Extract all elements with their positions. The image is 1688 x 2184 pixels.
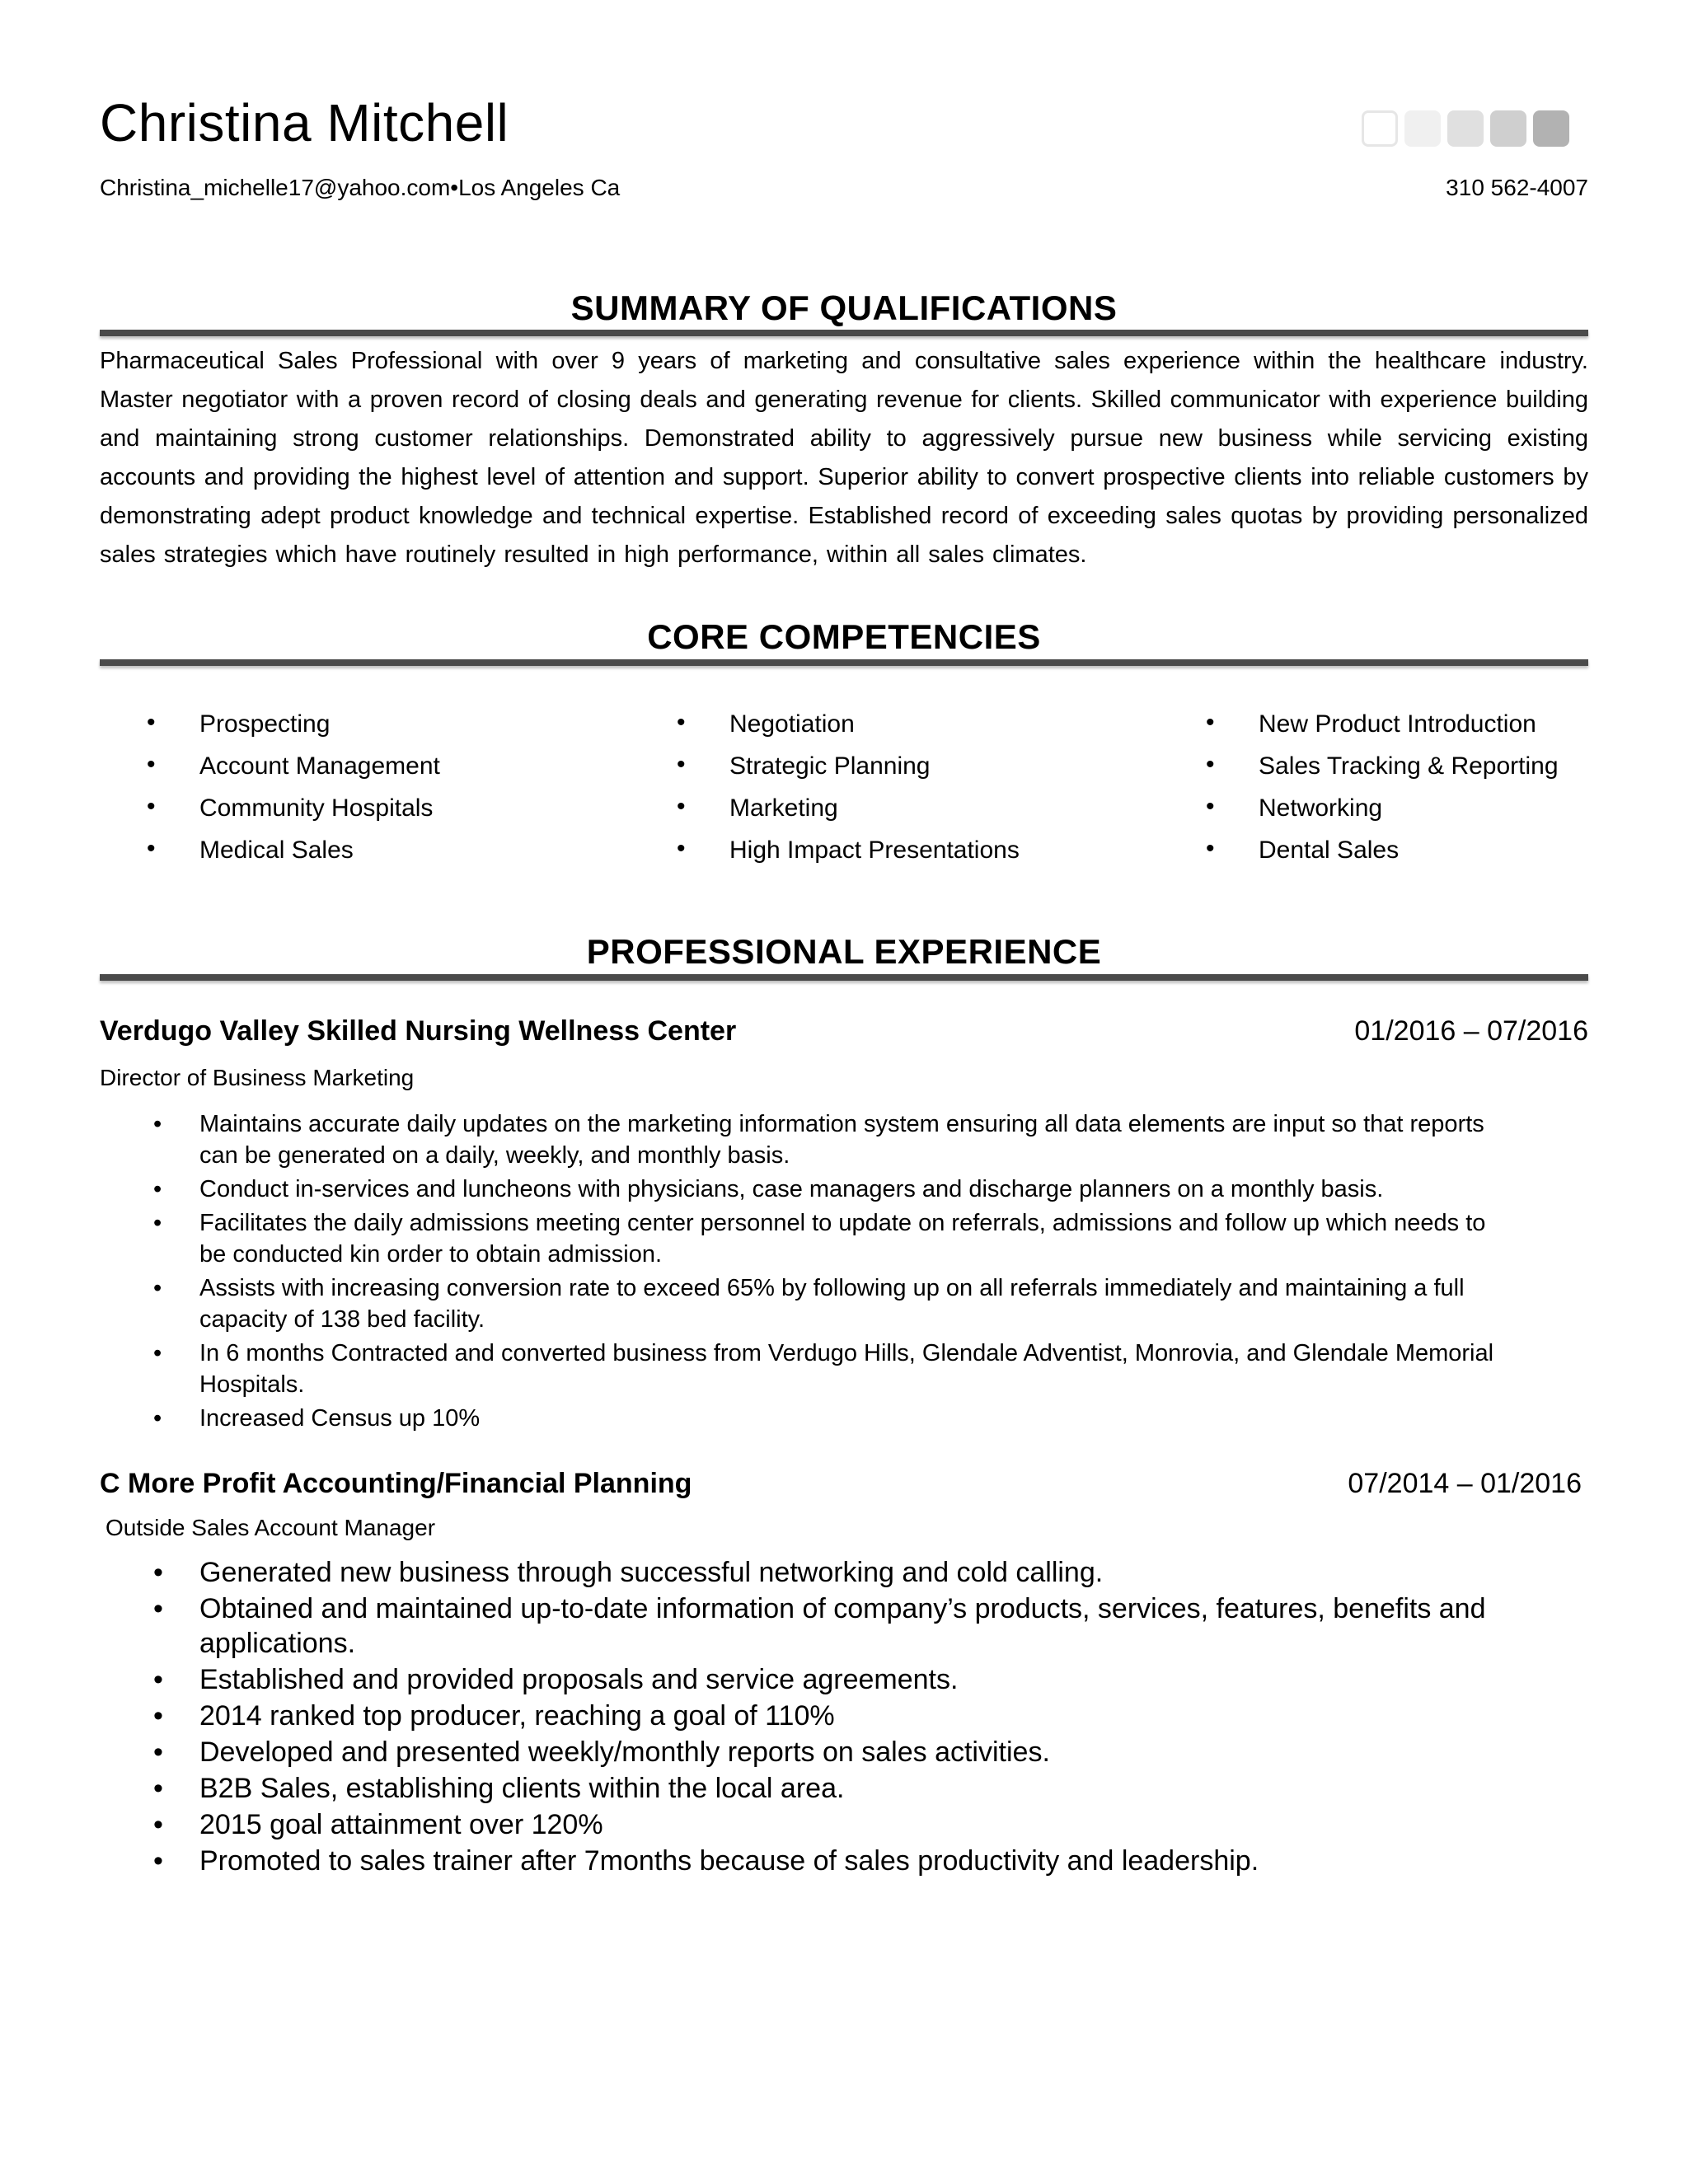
competency-item: • Prospecting (100, 710, 440, 752)
duty-item: • Facilitates the daily admissions meeting center personnel to update on referrals, admissions and follow up which needs to be conducted kin order to obtain admission. (100, 1207, 1501, 1270)
competency-item: • New Product Introduction (1159, 710, 1559, 752)
decor-square (1533, 110, 1569, 147)
job-role: Outside Sales Account Manager (106, 1515, 436, 1540)
competencies-heading: CORE COMPETENCIES (647, 617, 1041, 656)
competency-item: • Marketing (630, 794, 1020, 837)
competency-item: • High Impact Presentations (630, 837, 1020, 879)
duty-item: • Established and provided proposals and service agreements. (100, 1662, 1501, 1697)
job-role: Director of Business Marketing (100, 1065, 415, 1090)
duty-item: • Conduct in-services and luncheons with physicians, case managers and discharge planners on a monthly basis. (100, 1174, 1501, 1205)
duty-item: • Generated new business through successful networking and cold calling. (100, 1555, 1501, 1590)
competency-column (630, 710, 1020, 879)
job-dates: 01/2016 – 07/2016 (1354, 1015, 1588, 1047)
decor-square (1490, 110, 1526, 147)
section-divider (100, 330, 1588, 336)
section-divider (100, 974, 1588, 981)
competency-item: • Networking (1159, 794, 1559, 837)
decor-square (1362, 110, 1398, 147)
decorative-squares (1362, 110, 1569, 147)
duty-item: • Maintains accurate daily updates on the marketing information system ensuring all data elements are input so that reports can be generated on a daily, weekly, and monthly basis. (100, 1108, 1501, 1171)
summary-text: Pharmaceutical Sales Professional with over 9 years of marketing and consultative sales experience within the healthcare industry. Master negotiator with a proven record of closing deals and generating revenue for clients. Skilled communicator with experience building and maintaining strong customer relationships. Demonstrated ability to aggressively pursue new business while servicing existing accounts and providing the highest level of attention and support. Superior ability to convert prospective clients into reliable customers by demonstrating adept product knowledge and technical expertise. Established record of exceeding sales quotas by providing personalized sales strategies which have routinely resulted in high performance, within all sales climates. (100, 348, 1588, 568)
decor-square (1447, 110, 1484, 147)
duty-item: • Assists with increasing conversion rate to exceed 65% by following up on all referrals immediately and maintaining a full capacity of 138 bed facility. (100, 1272, 1501, 1335)
contact-line: Christina_michelle17@yahoo.com•Los Angeles Ca (100, 175, 621, 200)
competency-item: • Dental Sales (1159, 837, 1559, 879)
competency-item: • Community Hospitals (100, 794, 440, 837)
job-dates: 07/2014 – 01/2016 (1348, 1468, 1582, 1499)
job-company: Verdugo Valley Skilled Nursing Wellness Center (100, 1015, 737, 1047)
duty-item: • Promoted to sales trainer after 7months because of sales productivity and leadership. (100, 1844, 1501, 1878)
job-duties (100, 1108, 1501, 1436)
job-company: C More Profit Accounting/Financial Planning (100, 1468, 692, 1499)
duty-item: • 2015 goal attainment over 120% (100, 1807, 1501, 1842)
duty-item: • Developed and presented weekly/monthly reports on sales activities. (100, 1735, 1501, 1769)
competency-column (100, 710, 440, 879)
summary-heading: SUMMARY OF QUALIFICATIONS (570, 288, 1118, 327)
duty-item: • In 6 months Contracted and converted business from Verdugo Hills, Glendale Adventist, Monrovia, and Glendale Memorial Hospitals. (100, 1338, 1501, 1400)
section-divider (100, 659, 1588, 666)
decor-square (1404, 110, 1441, 147)
job-duties (100, 1555, 1501, 1880)
competency-item: • Strategic Planning (630, 752, 1020, 794)
experience-heading: PROFESSIONAL EXPERIENCE (586, 932, 1102, 971)
competency-column (1159, 710, 1559, 879)
candidate-name: Christina Mitchell (100, 93, 509, 152)
competency-item: • Medical Sales (100, 837, 440, 879)
competency-item: • Account Management (100, 752, 440, 794)
duty-item: • Increased Census up 10% (100, 1403, 1501, 1434)
duty-item: • B2B Sales, establishing clients within the local area. (100, 1771, 1501, 1806)
duty-item: • 2014 ranked top producer, reaching a goal of 110% (100, 1699, 1501, 1733)
duty-item: • Obtained and maintained up-to-date information of company’s products, services, features, benefits and applications. (100, 1591, 1501, 1661)
competency-item: • Negotiation (630, 710, 1020, 752)
competency-item: • Sales Tracking & Reporting (1159, 752, 1559, 794)
phone-number: 310 562-4007 (1446, 175, 1588, 200)
